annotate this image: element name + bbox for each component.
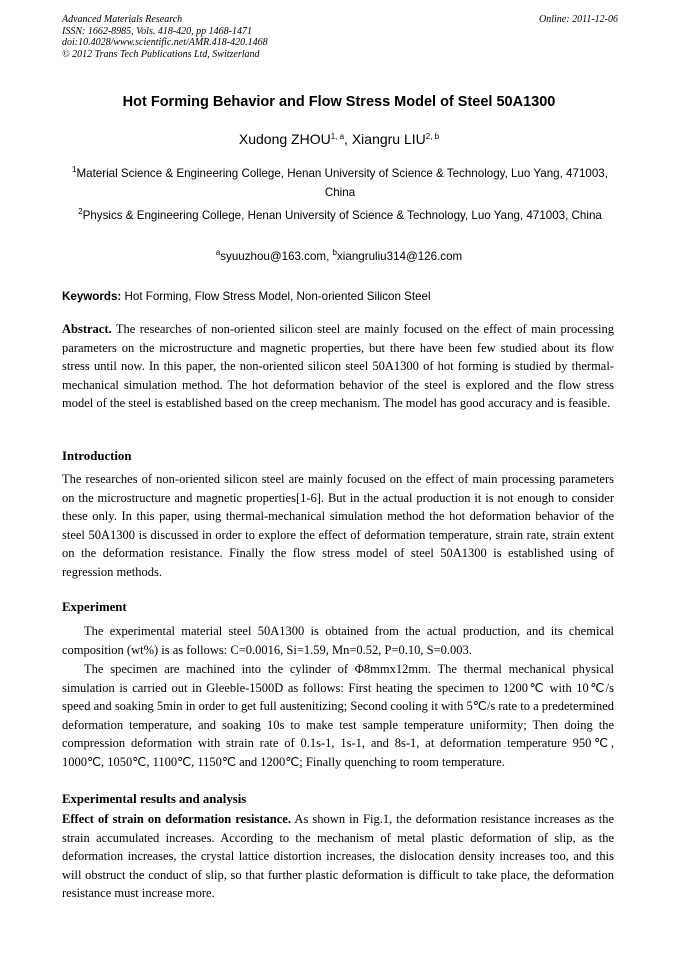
section-heading-experiment: Experiment <box>62 600 127 614</box>
paper-title: Hot Forming Behavior and Flow Stress Model of Steel 50A1300 <box>122 94 556 110</box>
issn-line: ISSN: 1662-8985, Vols. 418-420, pp 1468-1471 <box>62 25 252 37</box>
email-mark: a <box>215 248 221 257</box>
keywords <box>62 290 618 303</box>
email-separator: , <box>326 250 333 263</box>
journal-name: Advanced Materials Research <box>62 14 183 25</box>
experiment-paragraph-2: The specimen are machined into the cylinder of Φ8mmx12mm. The thermal mechanical physical simulation is carried out in Gleeble-1500D as follows: First heating the specimen to 1200℃ with 10℃/s speed and soaking 5min in order to get full austenitizing; Second cooling it with 5℃/s rate to a predetermined deformation temperature, and soaking 10s to make test sample temperature uniformity; Then doing the compression deformation with strain rate of 0.1s-1, 1s-1, and 8s-1, at deformation temperature 950℃, 1000℃, 1050℃, 1100℃, 1150℃ and 1200℃; Finally quenching to room temperature. <box>62 662 614 769</box>
doi-line: doi:10.4028/www.scientific.net/AMR.418-420.1468 <box>62 37 268 48</box>
keywords-label: Keywords: <box>62 290 122 303</box>
section-heading-results: Experimental results and analysis <box>62 792 247 806</box>
affiliation-mark: 2 <box>78 207 83 216</box>
author-emails <box>0 250 678 263</box>
abstract <box>62 320 614 413</box>
affiliation-mark: 1 <box>72 165 77 174</box>
affiliation-2 <box>62 206 618 225</box>
abstract-text: The researches of non-oriented silicon steel are mainly focused on the effect of main processing parameters on the microstructure and magnetic properties, but there have been few studied about its flow stress until now. In this paper, the non-oriented silicon steel 50A1300 of hot forming is studied by thermal-mechanical simulation method. The hot deformation behavior of the steel is explored and the flow stress model of the steel is established based on the creep mechanism. The model has good accuracy and is feasible. <box>62 322 614 411</box>
author-name: Xiangru LIU <box>351 131 426 147</box>
results-paragraph <box>62 810 614 903</box>
copyright-line: © 2012 Trans Tech Publications Ltd, Switzerland <box>62 48 260 60</box>
affiliation-text: Material Science & Engineering College, Henan University of Science & Technology, Luo Yang, 471003, China <box>76 167 608 199</box>
experiment-paragraph-1: The experimental material steel 50A1300 is obtained from the actual production, and its chemical composition (wt%) is as follows: C=0.0016, Si=1.59, Mn=0.52, P=0.10, S=0.003. <box>62 624 614 657</box>
author-list <box>0 131 678 147</box>
results-text: As shown in Fig.1, the deformation resistance increases as the strain accumulated increases. According to the mechanism of metal plastic deformation of slip, as the deformation increases, the crystal lattice distortion increases, the dislocation density increases too, and this will obstruct the conduct of slip, so that further plastic deformation is difficult to take place, the deformation resistance must increase more. <box>62 812 615 901</box>
affiliation-1 <box>62 164 618 202</box>
keywords-text: Hot Forming, Flow Stress Model, Non-oriented Silicon Steel <box>124 290 431 303</box>
journal-header <box>62 14 618 60</box>
email-address[interactable]: xiangruliu314@126.com <box>337 250 463 263</box>
online-date: Online: 2011-12-06 <box>539 14 618 25</box>
section-heading-introduction: Introduction <box>62 449 132 463</box>
email-address[interactable]: syuuzhou@163.com <box>220 250 327 263</box>
results-subheading: Effect of strain on deformation resistance. <box>62 812 291 826</box>
author-affiliation-mark: 1, a <box>330 132 345 141</box>
author-name: Xudong ZHOU <box>238 131 331 147</box>
affiliation-text: Physics & Engineering College, Henan University of Science & Technology, Luo Yang, 471003, China <box>82 209 602 222</box>
email-mark: b <box>332 248 337 257</box>
author-separator: , <box>344 131 352 147</box>
introduction-text: The researches of non-oriented silicon steel are mainly focused on the effect of main processing parameters on the microstructure and magnetic properties[1-6]. But in the actual production it is not enough to consider these only. In this paper, using thermal-mechanical simulation method the hot deformation behavior of the steel 50A1300 is discussed in order to explore the effect of deformation temperature, strain rate, strain extent on the deformation resistance. Finally the flow stress model of steel 50A1300 is established using of regression methods. <box>62 472 614 579</box>
abstract-label: Abstract. <box>62 322 112 336</box>
author-affiliation-mark: 2, b <box>425 132 440 141</box>
